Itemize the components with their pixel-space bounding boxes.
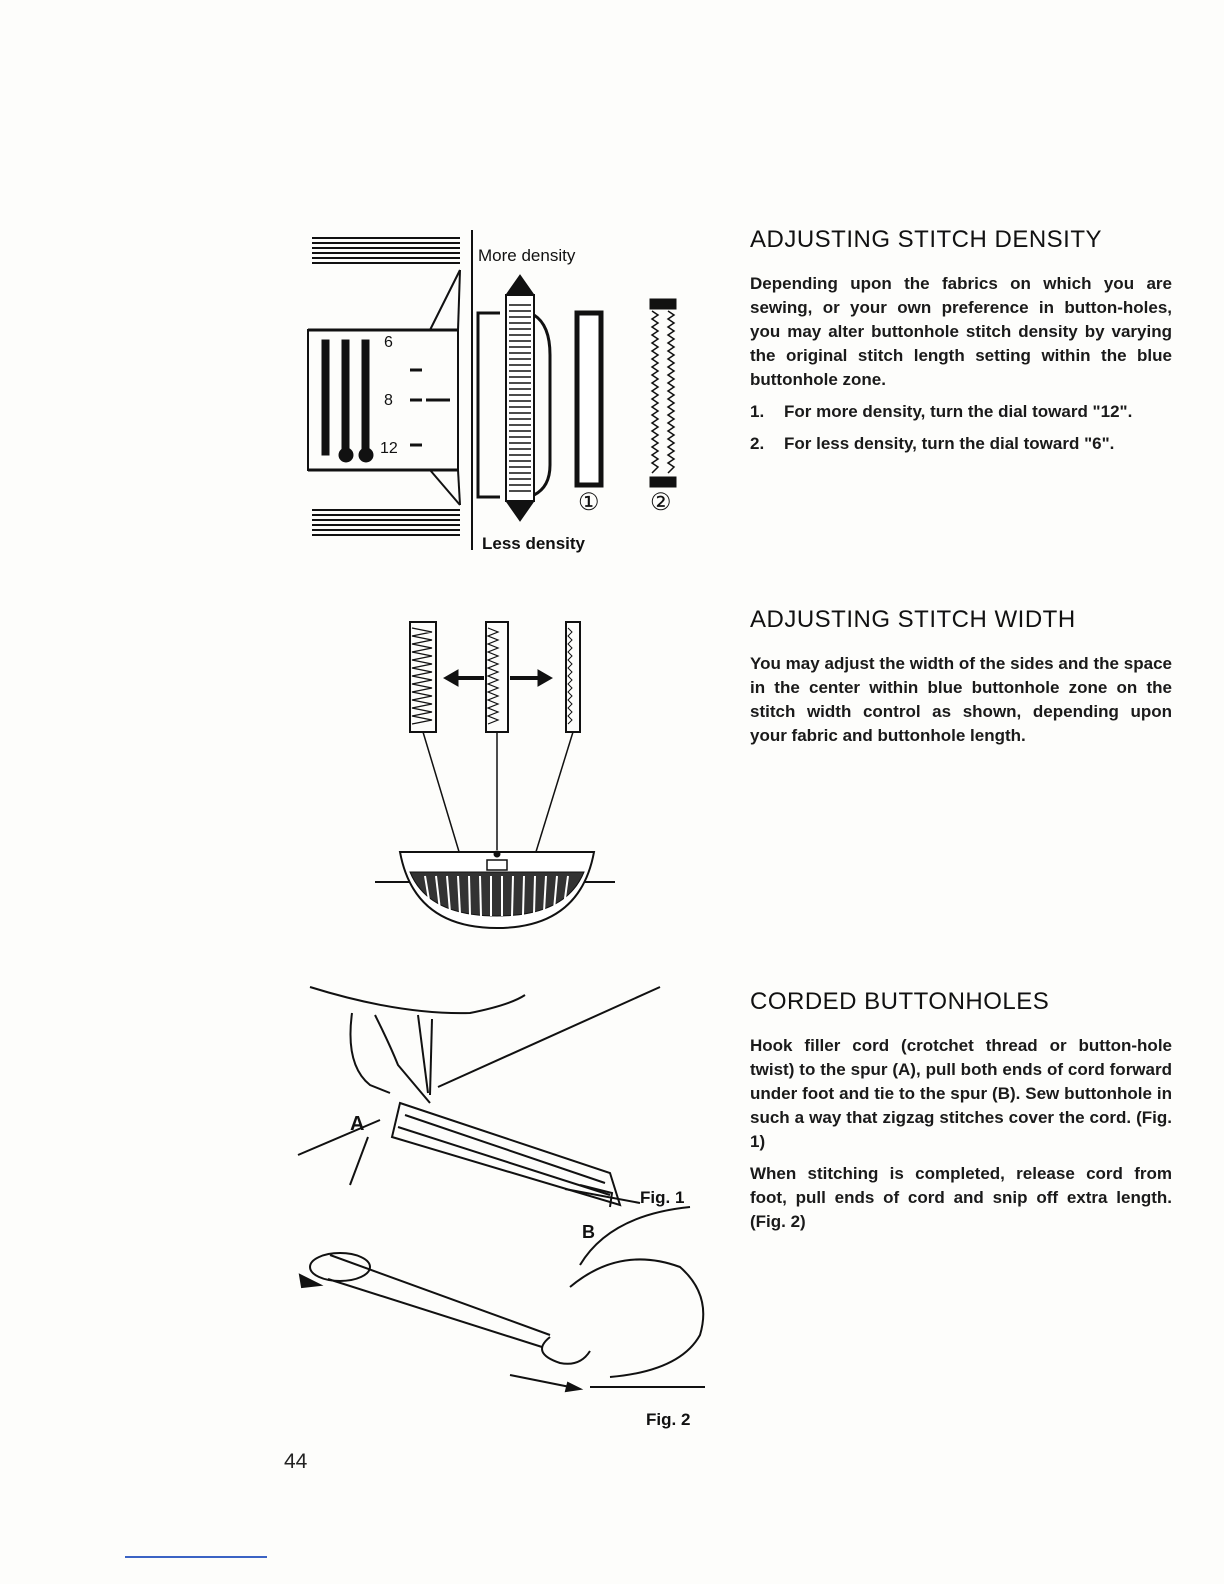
buttonhole-sample-1 (577, 313, 601, 485)
more-density-label: More density (478, 246, 576, 265)
width-body: You may adjust the width of the sides and the space in the center within blue buttonhole zone on the stitch width control as shown, depending upon your fabric and buttonhole length. (750, 654, 1172, 745)
density-body: Depending upon the fabrics on which you are sewing, or your own preference in button-holes, you may alter buttonhole stitch density by varying the original stitch length setting within the blue buttonhole zone. (750, 274, 1172, 389)
width-sample-center (486, 622, 508, 732)
heading-stitch-width: ADJUSTING STITCH WIDTH (750, 606, 1076, 633)
fig1-label: Fig. 1 (640, 1188, 685, 1207)
label-a: A (350, 1113, 365, 1135)
density-bracket (478, 313, 500, 497)
step-number: 2. (750, 434, 765, 453)
marker-2: ② (650, 489, 672, 516)
section-stitch-density (750, 226, 1172, 464)
label-b: B (582, 1222, 595, 1242)
stitch-density-diagram (300, 225, 700, 560)
corded-body-1: Hook filler cord (crotchet thread or button-hole twist) to the spur (A), pull both ends of cord forward under foot and tie to the spur (B). Sew buttonhole in such a way that zigzag stitches cover the cord. (Fig. 1) (750, 1036, 1172, 1151)
density-step-2 (750, 432, 1172, 456)
dial-number-12: 12 (380, 440, 398, 457)
dial-top-stripes (312, 238, 460, 263)
density-arrow (506, 275, 534, 521)
page-number: 44 (284, 1450, 308, 1473)
buttonhole-sample-2 (650, 299, 676, 487)
heading-stitch-density: ADJUSTING STITCH DENSITY (750, 226, 1103, 253)
bottom-rule (125, 1556, 267, 1558)
step-number: 1. (750, 402, 765, 421)
dial-number-8: 8 (384, 392, 393, 409)
width-dial (375, 851, 615, 928)
fig2-label: Fig. 2 (646, 1410, 691, 1429)
width-sample-right (566, 622, 580, 732)
marker-1: ① (578, 489, 600, 516)
stitch-width-diagram (370, 610, 630, 930)
heading-corded-buttonholes: CORDED BUTTONHOLES (750, 988, 1050, 1015)
width-pointer-lines (423, 732, 573, 855)
dial-number-6: 6 (384, 334, 393, 351)
less-density-label: Less density (482, 534, 585, 553)
step-text: For more density, turn the dial toward "12". (784, 402, 1133, 421)
step-text: For less density, turn the dial toward "6". (784, 434, 1115, 453)
section-corded-buttonholes (750, 988, 1172, 1242)
corded-body-2: When stitching is completed, release cord from foot, pull ends of cord and snip off extra length. (Fig. 2) (750, 1164, 1172, 1231)
density-step-1 (750, 400, 1172, 424)
fig1-presser-foot (298, 987, 660, 1207)
dial-panel (308, 270, 460, 505)
density-steps (750, 400, 1172, 456)
section-stitch-width (750, 606, 1172, 756)
width-sample-left (410, 622, 436, 732)
fig2-hand-cord (300, 1207, 705, 1391)
dial-bottom-stripes (312, 510, 460, 535)
